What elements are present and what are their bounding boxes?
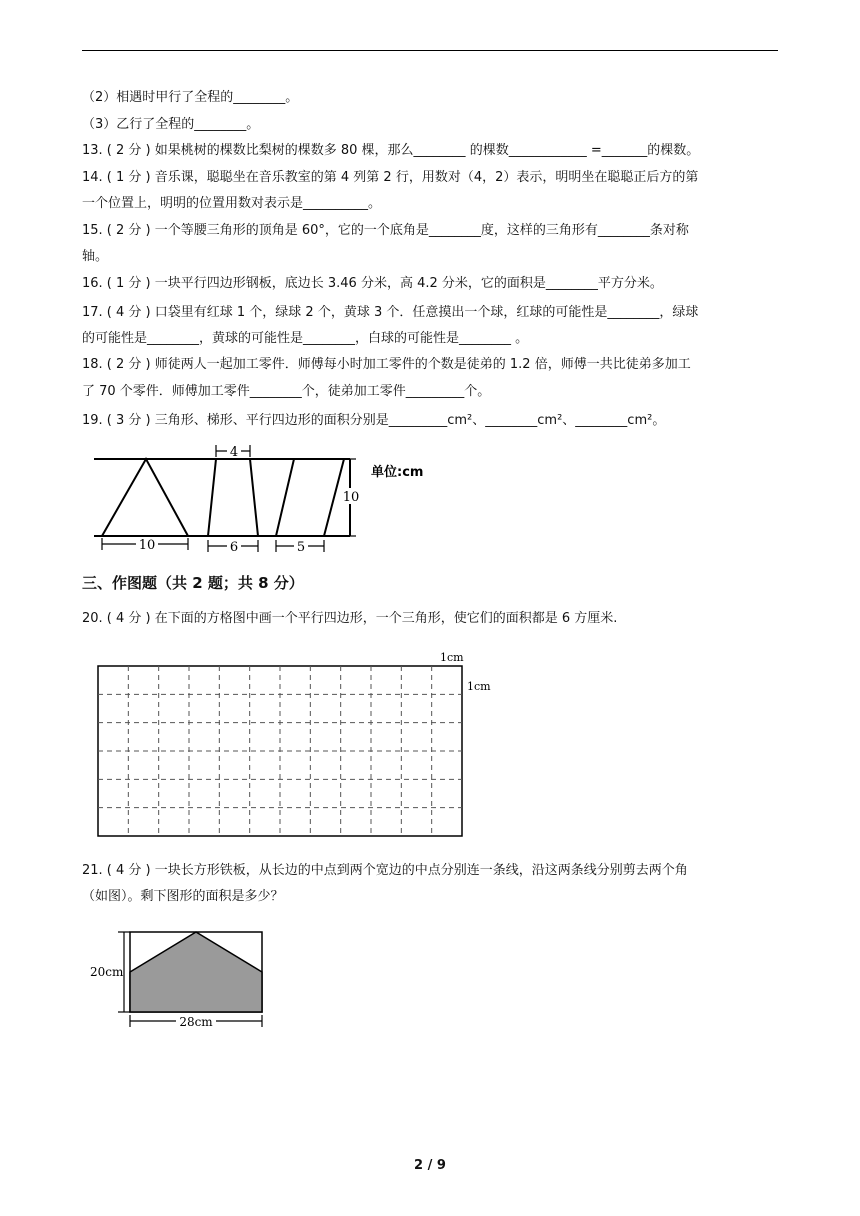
q19-figure (88, 440, 468, 558)
question-17-line2: 的可能性是________，黄球的可能性是________，白球的可能性是________ 。 (82, 331, 529, 346)
grid-side-unit-label: 1cm (467, 680, 491, 693)
q12-part2: （2）相遇时甲行了全程的________。 (82, 90, 299, 105)
triangle-base-label: 10 (138, 538, 156, 553)
header-rule (82, 50, 778, 51)
question-18-line2: 了 70 个零件．师傅加工零件________个，徒弟加工零件_________个。 (82, 384, 491, 399)
q21-figure (88, 922, 278, 1034)
height-label: 10 (342, 490, 360, 505)
question-14-line2: 一个位置上，明明的位置用数对表示是__________。 (82, 196, 382, 211)
q20-grid (90, 650, 510, 845)
question-14-line1: 14. ( 1 分 ) 音乐课，聪聪坐在音乐教室的第 4 列第 2 行，用数对（4，2）表示，明明坐在聪聪正后方的第 (82, 170, 699, 185)
plate-width-label: 28cm (179, 1015, 213, 1029)
question-16: 16. ( 1 分 ) 一块平行四边形钢板，底边长 3.46 分米，高 4.2 分米，它的面积是________平方分米。 (82, 276, 663, 291)
grid-top-unit-label: 1cm (440, 651, 464, 664)
question-19: 19. ( 3 分 ) 三角形、梯形、平行四边形的面积分别是_________cm²、________cm²、________cm²。 (82, 413, 666, 428)
question-15-line1: 15. ( 2 分 ) 一个等腰三角形的顶角是 60°，它的一个底角是________度，这样的三角形有________条对称 (82, 223, 689, 238)
section-3-title: 三、作图题（共 2 题；共 8 分） (82, 574, 304, 592)
question-13: 13. ( 2 分 ) 如果桃树的棵数比梨树的棵数多 80 棵，那么________ 的棵数____________ =_______的棵数。 (82, 143, 700, 158)
q12-part3: （3）乙行了全程的________。 (82, 117, 260, 132)
question-20: 20. ( 4 分 ) 在下面的方格图中画一个平行四边形，一个三角形，使它们的面积都是 6 方厘米. (82, 611, 618, 626)
plate-height-label: 20cm (90, 965, 124, 979)
question-21-line1: 21. ( 4 分 ) 一块长方形铁板，从长边的中点到两个宽边的中点分别连一条线，沿这两条线分别剪去两个角 (82, 863, 688, 878)
trapezoid-top-label: 4 (229, 445, 239, 460)
question-17-line1: 17. ( 4 分 ) 口袋里有红球 1 个，绿球 2 个，黄球 3 个．任意摸出一个球，红球的可能性是________，绿球 (82, 305, 699, 320)
question-15-line2: 轴。 (82, 249, 109, 264)
parallelogram-base-label: 5 (296, 540, 306, 555)
trapezoid-bottom-label: 6 (229, 540, 239, 555)
question-21-line2: （如图）。剩下图形的面积是多少？ (82, 889, 284, 904)
question-18-line1: 18. ( 2 分 ) 师徒两人一起加工零件．师傅每小时加工零件的个数是徒弟的 1.2 倍，师傅一共比徒弟多加工 (82, 357, 691, 372)
unit-label: 单位:cm (371, 465, 424, 480)
page-number: 2 / 9 (414, 1158, 446, 1173)
